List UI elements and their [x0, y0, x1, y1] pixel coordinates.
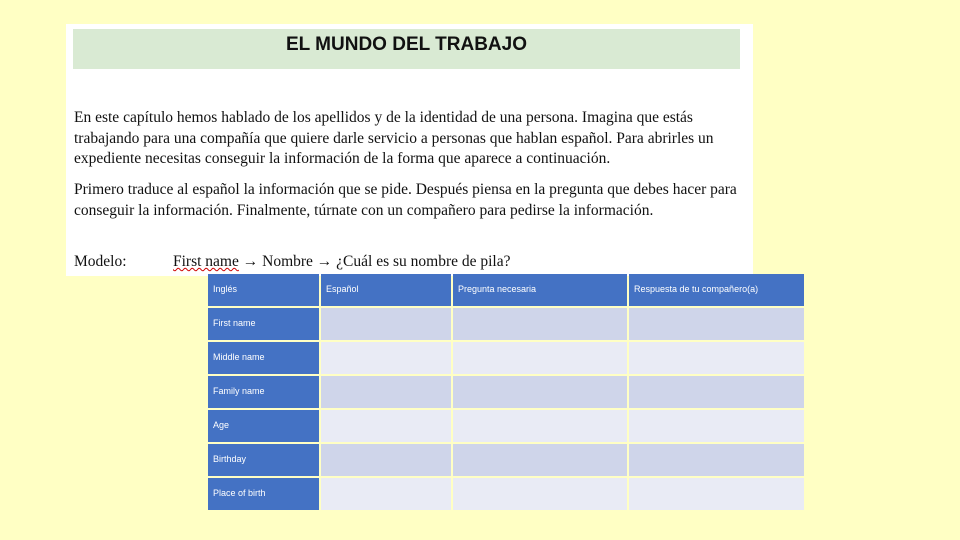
row-label: First name	[208, 308, 319, 340]
cell[interactable]	[629, 308, 804, 340]
cell[interactable]	[629, 342, 804, 374]
cell[interactable]	[629, 478, 804, 510]
cell[interactable]	[629, 444, 804, 476]
worksheet-image	[66, 24, 753, 276]
row-label: Birthday	[208, 444, 319, 476]
cell[interactable]	[321, 308, 451, 340]
model-english: First name	[173, 253, 239, 270]
cell[interactable]	[453, 478, 627, 510]
cell[interactable]	[321, 342, 451, 374]
table-row	[208, 376, 804, 408]
row-label: Family name	[208, 376, 319, 408]
cell[interactable]	[321, 376, 451, 408]
intro-paragraph: En este capítulo hemos hablado de los apellidos y de la identidad de una persona. Imagina que estás trabajando para una compañía que quiere darle servicio a personas que hablan español. Para abrirles un expediente necesitas conseguir la información de la forma que aparece a continuación.	[74, 109, 714, 167]
model-rest: → Nombre → ¿Cuál es su nombre de pila?	[238, 253, 511, 270]
table-row	[208, 308, 804, 340]
header-ingles: Inglés	[208, 274, 319, 306]
row-label: Place of birth	[208, 478, 319, 510]
model-label: Modelo:	[74, 253, 127, 270]
cell[interactable]	[453, 410, 627, 442]
table-row	[208, 478, 804, 510]
header-respuesta: Respuesta de tu compañero(a)	[629, 274, 804, 306]
page-title: EL MUNDO DEL TRABAJO	[73, 29, 740, 69]
row-label: Age	[208, 410, 319, 442]
cell[interactable]	[321, 478, 451, 510]
cell[interactable]	[453, 308, 627, 340]
cell[interactable]	[629, 410, 804, 442]
header-espanol: Español	[321, 274, 451, 306]
model-example	[74, 253, 511, 271]
table-row	[208, 410, 804, 442]
table-header-row	[208, 274, 804, 306]
table-row	[208, 444, 804, 476]
cell[interactable]	[453, 444, 627, 476]
row-label: Middle name	[208, 342, 319, 374]
worksheet-table	[206, 272, 806, 512]
instructions-paragraph: Primero traduce al español la información que se pide. Después piensa en la pregunta que debes hacer para conseguir la información. Finalmente, túrnate con un compañero para pedirse la información.	[74, 181, 737, 219]
header-pregunta: Pregunta necesaria	[453, 274, 627, 306]
cell[interactable]	[321, 410, 451, 442]
cell[interactable]	[321, 444, 451, 476]
cell[interactable]	[629, 376, 804, 408]
table-row	[208, 342, 804, 374]
cell[interactable]	[453, 342, 627, 374]
cell[interactable]	[453, 376, 627, 408]
